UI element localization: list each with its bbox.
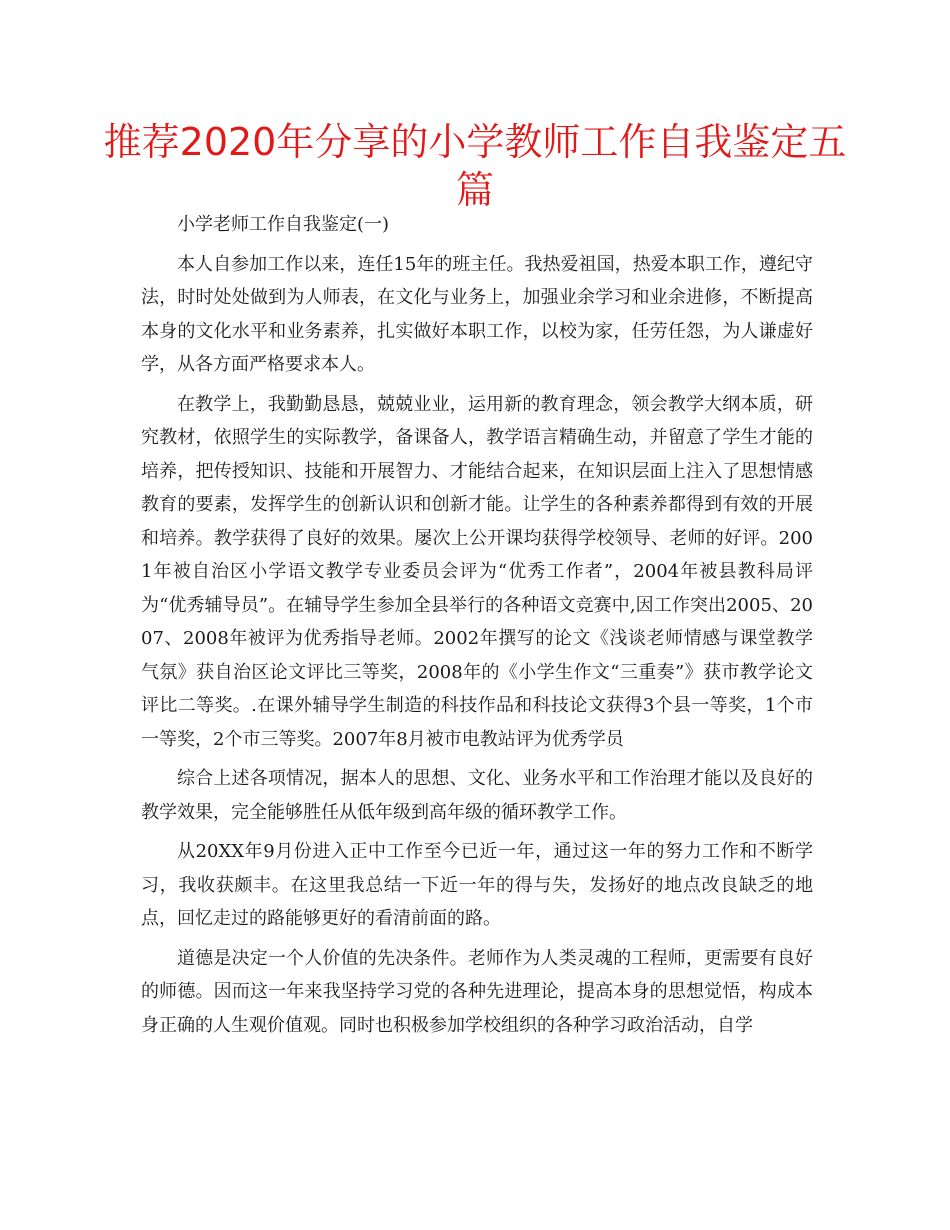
paragraph-2: 在教学上，我勤勤恳恳，兢兢业业，运用新的教育理念，领会教学大纲本质，研究教材，依照学生的实际教学，备课备人，教学语言精确生动，并留意了学生才能的培养，把传授知识、技能和开展智力、才能结合起来，在知识层面上注入了思想情感教育的要素，发挥学生的创新认识和创新才能。让学生的各种素养都得到有效的开展和培养。教学获得了良好的效果。屡次上公开课均获得学校领导、老师的好评。2001年被自治区小学语文教学专业委员会评为“优秀工作者”，2004年被县教科局评为“优秀辅导员”。在辅导学生参加全县举行的各种语文竞赛中,因工作突出2005、2007、2008年被评为优秀指导老师。2002年撰写的论文《浅谈老师情感与课堂教学气氛》获自治区论文评比三等奖，2008年的《小学生作文“三重奏”》获市教学论文评比二等奖。.在课外辅导学生制造的科技作品和科技论文获得3个县一等奖，1个市一等奖，2个市三等奖。2007年8月被市电教站评为优秀学员	[141, 393, 813, 750]
paragraph-4: 从20XX年9月份进入正中工作至今已近一年，通过这一年的努力工作和不断学习，我收获颇丰。在这里我总结一下近一年的得与失，发扬好的地点改良缺乏的地点，回忆走过的路能够更好的看清前面的路。	[141, 841, 813, 929]
paragraph-1: 本人自参加工作以来，连任15年的班主任。我热爱祖国，热爱本职工作，遵纪守法，时时处处做到为人师表，在文化与业务上，加强业余学习和业余进修，不断提高本身的文化水平和业务素养，扎实做好本职工作，以校为家，任劳任怨，为人谦虚好学，从各方面严格要求本人。	[141, 253, 813, 375]
document-body	[141, 208, 813, 1048]
document-title: 推荐2020年分享的小学教师工作自我鉴定五篇	[103, 120, 847, 212]
paragraph-5: 道德是决定一个人价值的先决条件。老师作为人类灵魂的工程师，更需要有良好的师德。因而这一年来我坚持学习党的各种先进理论，提高本身的思想觉悟，构成本身正确的人生观价值观。同时也积极参加学校组织的各种学习政治活动，自学	[141, 947, 813, 1036]
paragraph-3: 综合上述各项情况，据本人的思想、文化、业务水平和工作治理才能以及良好的教学效果，完全能够胜任从低年级到高年级的循环教学工作。	[141, 768, 813, 823]
section-heading: 小学老师工作自我鉴定(一)	[177, 214, 390, 235]
